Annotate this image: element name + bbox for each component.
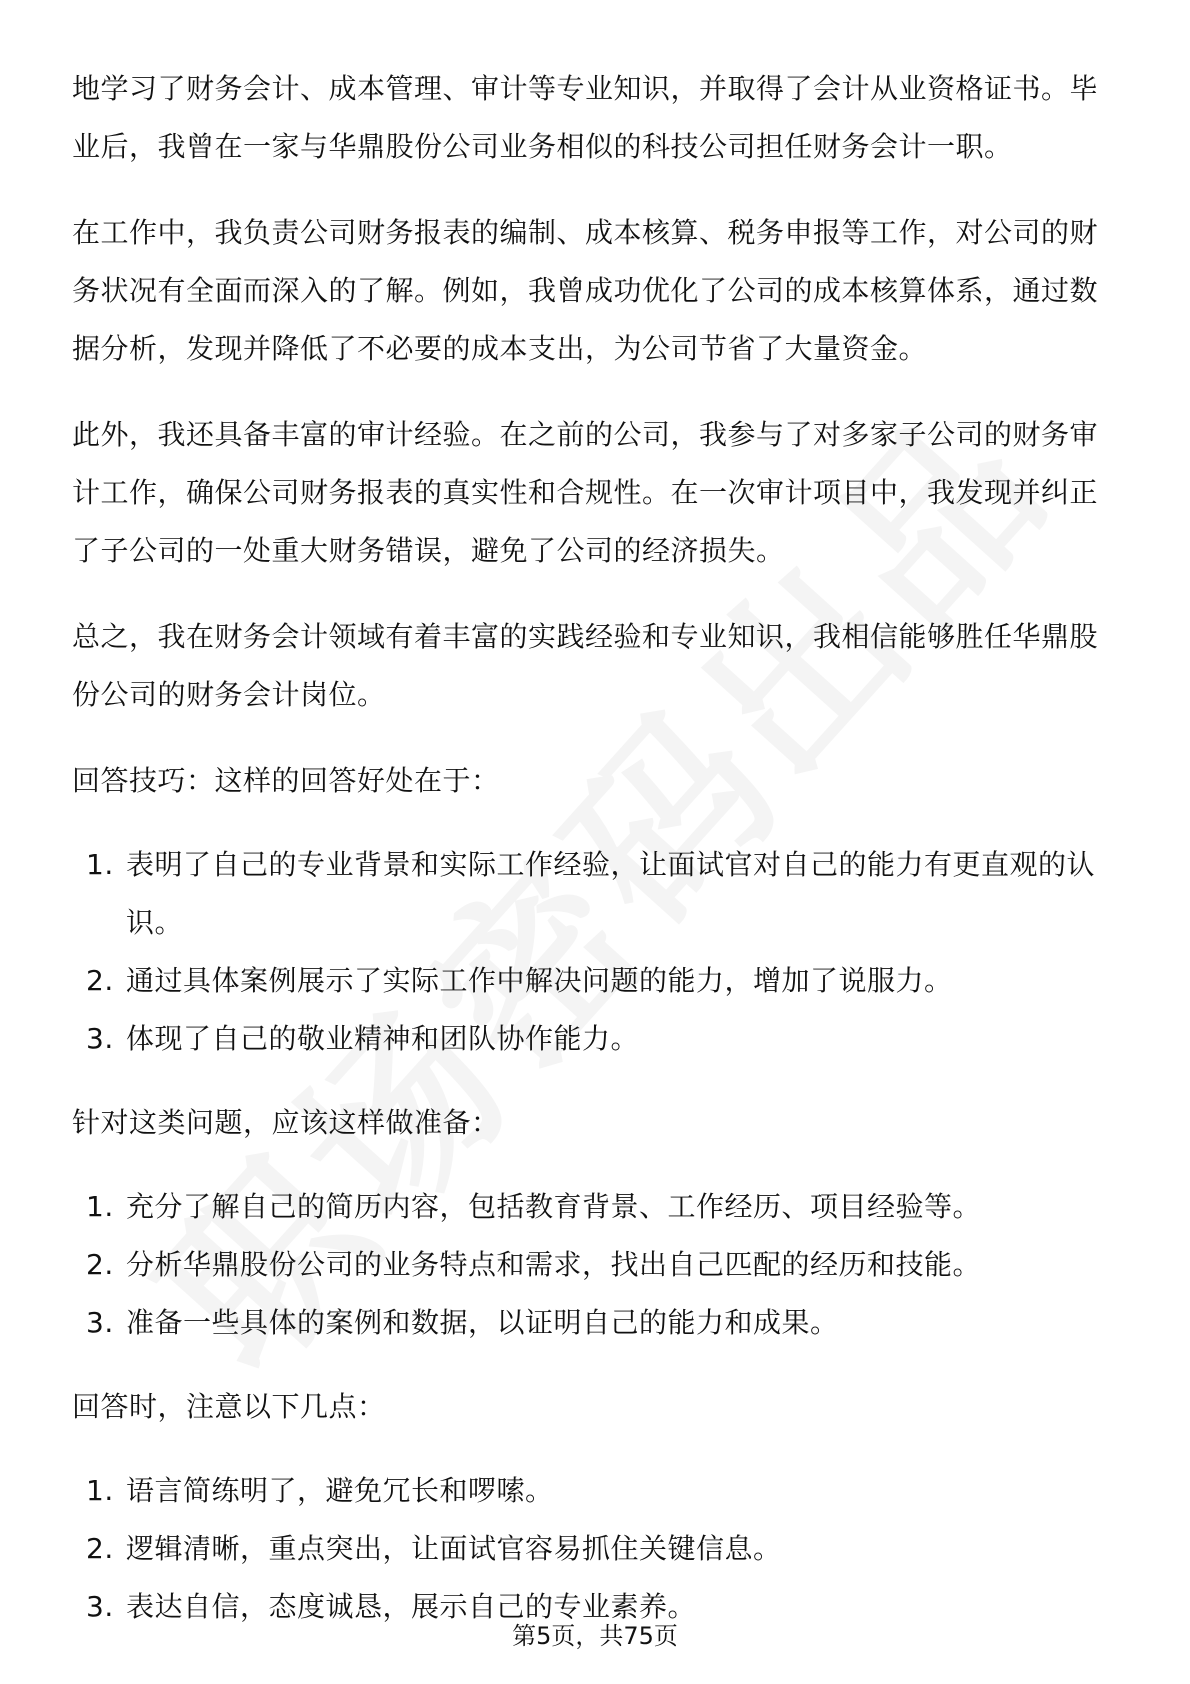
list-item [72, 1010, 1122, 1068]
list-item-text: 语言简练明了，避免冗长和啰嗦。 [126, 1474, 554, 1507]
list-number: 3. [86, 1306, 114, 1339]
list-item-text: 逻辑清晰，重点突出，让面试官容易抓住关键信息。 [126, 1532, 782, 1565]
list-item-text: 体现了自己的敬业精神和团队协作能力。 [126, 1022, 640, 1055]
paragraph-work-experience: 在工作中，我负责公司财务报表的编制、成本核算、税务申报等工作，对公司的财务状况有全面而深入的了解。例如，我曾成功优化了公司的成本核算体系，通过数据分析，发现并降低了不必要的成本支出，为公司节省了大量资金。 [72, 216, 1099, 365]
paragraph-conclusion: 总之，我在财务会计领域有着丰富的实践经验和专业知识，我相信能够胜任华鼎股份公司的财务会计岗位。 [72, 620, 1099, 711]
tips-heading: 回答技巧：这样的回答好处在于： [72, 764, 500, 797]
list-item [72, 1236, 1122, 1294]
list-item-text: 表达自信，态度诚恳，展示自己的专业素养。 [126, 1590, 697, 1623]
list-number: 2. [86, 1248, 114, 1281]
paragraph-education: 地学习了财务会计、成本管理、审计等专业知识，并取得了会计从业资格证书。毕业后，我曾在一家与华鼎股份公司业务相似的科技公司担任财务会计一职。 [72, 72, 1099, 163]
list-item-text: 通过具体案例展示了实际工作中解决问题的能力，增加了说服力。 [126, 964, 953, 997]
list-item [72, 1462, 1122, 1520]
list-number: 1. [86, 1190, 114, 1223]
prepare-heading: 针对这类问题，应该这样做准备： [72, 1106, 500, 1139]
list-item-text: 充分了解自己的简历内容，包括教育背景、工作经历、项目经验等。 [126, 1190, 982, 1223]
list-item [72, 1178, 1122, 1236]
list-item [72, 836, 1122, 952]
list-item [72, 1520, 1122, 1578]
list-number: 3. [86, 1022, 114, 1055]
list-number: 2. [86, 964, 114, 997]
page-number: 第5页，共75页 [512, 1622, 678, 1650]
tips-list [72, 836, 1122, 1068]
list-number: 1. [86, 848, 114, 881]
list-number: 2. [86, 1532, 114, 1565]
list-item-text: 分析华鼎股份公司的业务特点和需求，找出自己匹配的经历和技能。 [126, 1248, 982, 1281]
prepare-list [72, 1178, 1122, 1352]
list-item-text: 表明了自己的专业背景和实际工作经验，让面试官对自己的能力有更直观的认识。 [126, 848, 1096, 939]
list-item [72, 952, 1122, 1010]
list-number: 1. [86, 1474, 114, 1507]
notes-list [72, 1462, 1122, 1636]
list-item [72, 1294, 1122, 1352]
paragraph-audit-experience: 此外，我还具备丰富的审计经验。在之前的公司，我参与了对多家子公司的财务审计工作，确保公司财务报表的真实性和合规性。在一次审计项目中，我发现并纠正了子公司的一处重大财务错误，避免了公司的经济损失。 [72, 418, 1099, 567]
document-body [72, 60, 1122, 1636]
list-number: 3. [86, 1590, 114, 1623]
notes-heading: 回答时，注意以下几点： [72, 1390, 386, 1423]
list-item-text: 准备一些具体的案例和数据，以证明自己的能力和成果。 [126, 1306, 839, 1339]
